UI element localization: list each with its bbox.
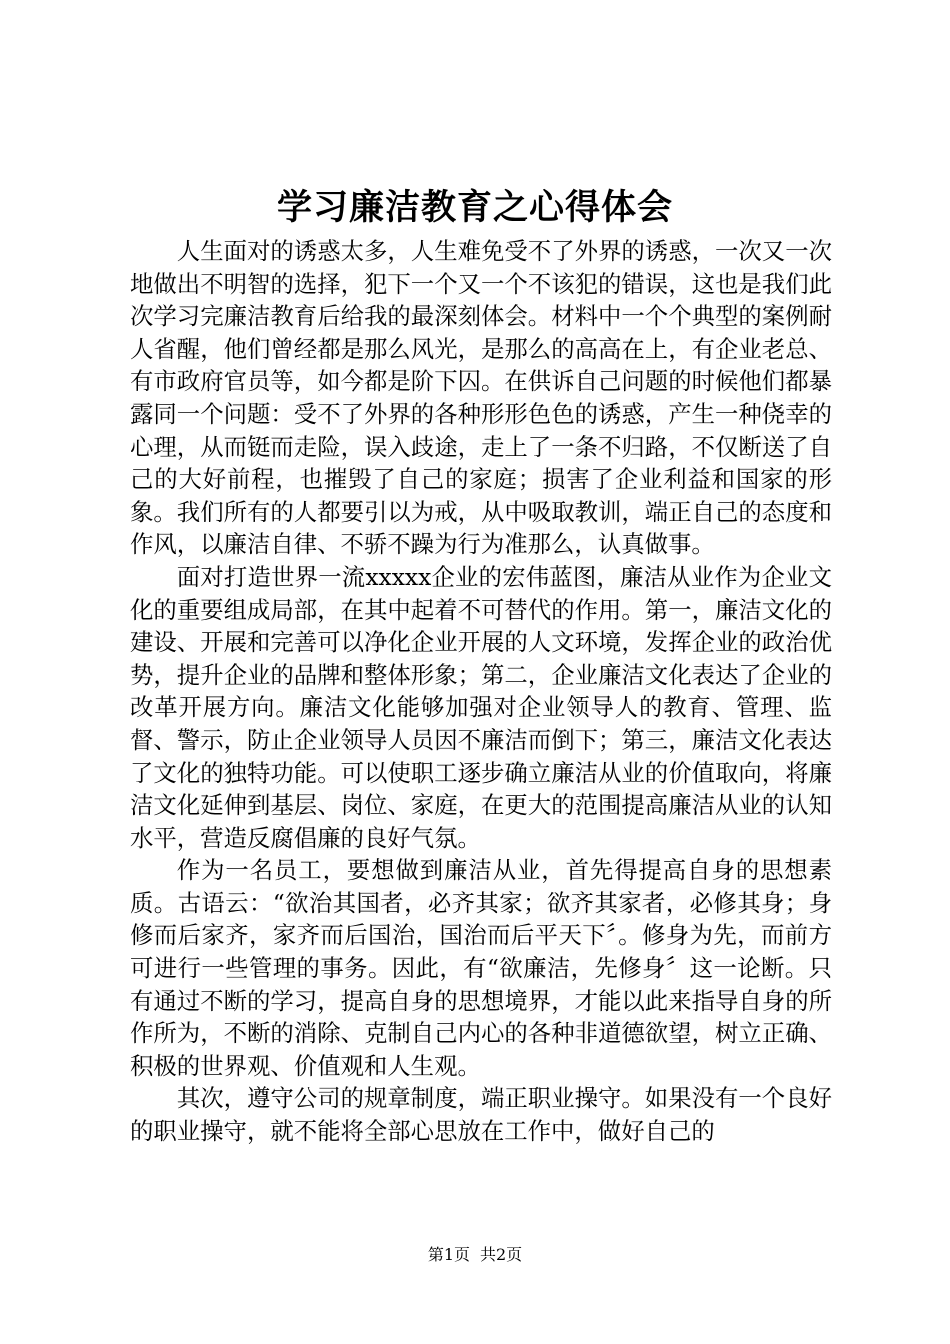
paragraph-1: 人生面对的诱惑太多，人生难免受不了外界的诱惑，一次又一次地做出不明智的选择，犯下一个又一个不该犯的错误，这也是我们此次学习完廉洁教育后给我的最深刻体会。材料中一个个典型的案例耐人省醒，他们曾经都是那么风光，是那么的高高在上，有企业老总、有市政府官员等，如今都是阶下囚。在供诉自己问题的时候他们都暴露同一个问题：受不了外界的各种形形色色的诱惑，产生一种侥幸的心理，从而铤而走险，误入歧途，走上了一条不归路，不仅断送了自己的大好前程，也摧毁了自己的家庭；损害了企业利益和国家的形象。我们所有的人都要引以为戒，从中吸取教训，端正自己的态度和作风，以廉洁自律、不骄不躁为行为准那么，认真做事。: [130, 237, 832, 559]
page-total: 共2页: [480, 1245, 523, 1264]
paragraph-3: 作为一名员工，要想做到廉洁从业，首先得提高自身的思想素质。古语云：“欲治其国者，必齐其家；欲齐其家者，必修其身；身修而后家齐，家齐而后国治，国治而后平天下〞。修身为先，而前方可进行一些管理的事务。因此，有“欲廉洁，先修身〞这一论断。只有通过不断的学习，提高自身的思想境界，才能以此来指导自身的所作所为，不断的消除、克制自己内心的各种非道德欲望，树立正确、积极的世界观、价值观和人生观。: [130, 856, 832, 1080]
page-footer: [0, 1244, 950, 1266]
paragraph-2: 面对打造世界一流xxxxx企业的宏伟蓝图，廉洁从业作为企业文化的重要组成局部，在其中起着不可替代的作用。第一，廉洁文化的建设、开展和完善可以净化企业开展的人文环境，发挥企业的政治优势，提升企业的品牌和整体形象；第二，企业廉洁文化表达了企业的改革开展方向。廉洁文化能够加强对企业领导人的教育、管理、监督、警示，防止企业领导人员因不廉洁而倒下；第三，廉洁文化表达了文化的独特功能。可以使职工逐步确立廉洁从业的价值取向，将廉洁文化延伸到基层、岗位、家庭，在更大的范围提高廉洁从业的认知水平，营造反腐倡廉的良好气氛。: [130, 562, 832, 852]
document-body: [130, 235, 832, 1148]
document-title: 学习廉洁教育之心得体会: [276, 188, 673, 228]
paragraph-4: 其次，遵守公司的规章制度，端正职业操守。如果没有一个良好的职业操守，就不能将全部心思放在工作中，做好自己的: [130, 1084, 832, 1146]
page-number: 第1页: [427, 1245, 470, 1264]
